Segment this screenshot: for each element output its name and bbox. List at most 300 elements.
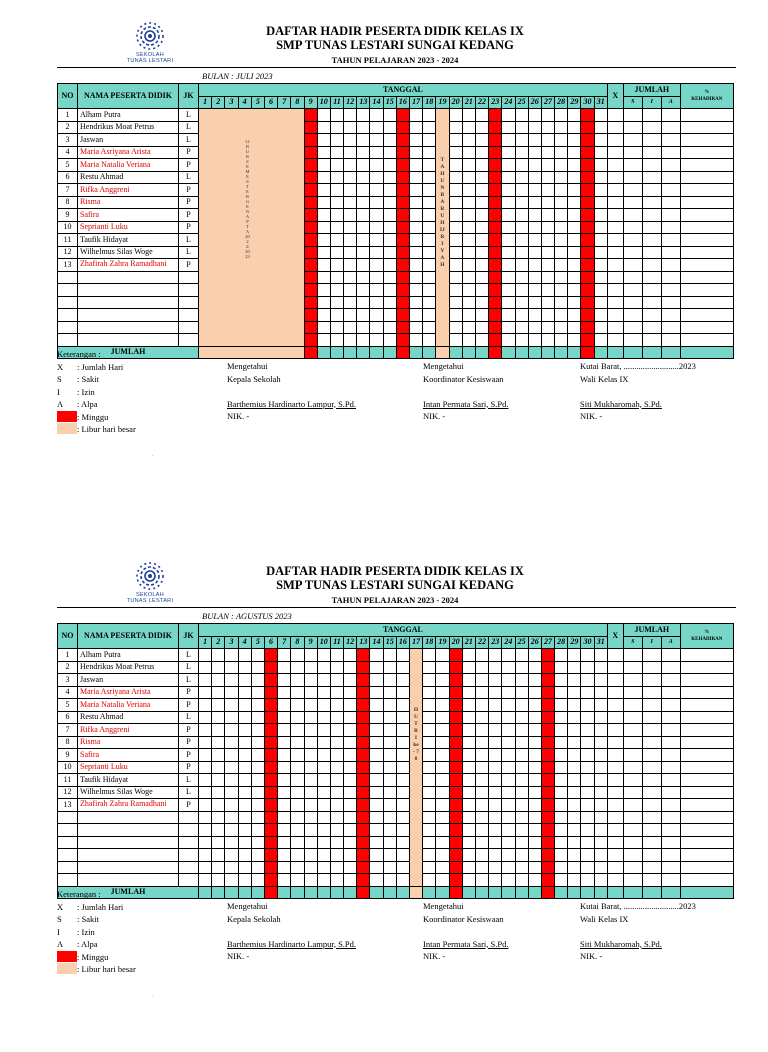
attendance-cell[interactable] <box>515 736 528 749</box>
attendance-cell[interactable] <box>462 811 475 824</box>
attendance-cell[interactable] <box>383 109 396 122</box>
attendance-cell[interactable] <box>370 271 383 284</box>
attendance-cell[interactable] <box>528 811 541 824</box>
attendance-cell[interactable] <box>528 296 541 309</box>
attendance-cell[interactable] <box>462 196 475 209</box>
attendance-cell[interactable] <box>344 849 357 862</box>
attendance-cell[interactable] <box>423 749 436 762</box>
attendance-cell[interactable] <box>475 799 488 812</box>
attendance-cell[interactable] <box>304 799 317 812</box>
attendance-cell[interactable] <box>555 861 568 874</box>
attendance-cell[interactable] <box>581 649 594 662</box>
attendance-cell[interactable] <box>344 209 357 222</box>
attendance-cell[interactable] <box>502 786 515 799</box>
attendance-cell[interactable] <box>568 649 581 662</box>
attendance-cell[interactable] <box>251 699 264 712</box>
attendance-cell[interactable] <box>555 159 568 172</box>
attendance-cell[interactable] <box>515 234 528 247</box>
attendance-cell[interactable] <box>423 761 436 774</box>
attendance-cell[interactable] <box>515 749 528 762</box>
attendance-cell[interactable] <box>594 761 607 774</box>
attendance-cell[interactable] <box>383 686 396 699</box>
attendance-cell[interactable] <box>251 874 264 887</box>
attendance-cell[interactable] <box>383 259 396 272</box>
attendance-cell[interactable] <box>317 221 330 234</box>
attendance-cell[interactable] <box>581 674 594 687</box>
attendance-cell[interactable] <box>251 774 264 787</box>
attendance-cell[interactable] <box>475 284 488 297</box>
attendance-cell[interactable] <box>528 121 541 134</box>
attendance-cell[interactable] <box>528 284 541 297</box>
attendance-cell[interactable] <box>291 699 304 712</box>
attendance-cell[interactable] <box>396 774 409 787</box>
attendance-cell[interactable] <box>449 171 462 184</box>
attendance-cell[interactable] <box>251 674 264 687</box>
attendance-cell[interactable] <box>515 321 528 334</box>
attendance-cell[interactable] <box>475 171 488 184</box>
attendance-cell[interactable] <box>317 196 330 209</box>
attendance-cell[interactable] <box>528 699 541 712</box>
attendance-cell[interactable] <box>568 724 581 737</box>
attendance-cell[interactable] <box>330 221 343 234</box>
attendance-cell[interactable] <box>515 334 528 347</box>
attendance-cell[interactable] <box>383 724 396 737</box>
attendance-cell[interactable] <box>330 811 343 824</box>
attendance-cell[interactable] <box>383 159 396 172</box>
attendance-cell[interactable] <box>423 874 436 887</box>
attendance-cell[interactable] <box>541 121 554 134</box>
attendance-cell[interactable] <box>502 284 515 297</box>
attendance-cell[interactable] <box>317 699 330 712</box>
attendance-cell[interactable] <box>212 749 225 762</box>
attendance-cell[interactable] <box>475 736 488 749</box>
attendance-cell[interactable] <box>594 234 607 247</box>
attendance-cell[interactable] <box>317 861 330 874</box>
attendance-cell[interactable] <box>462 836 475 849</box>
attendance-cell[interactable] <box>568 761 581 774</box>
attendance-cell[interactable] <box>502 861 515 874</box>
attendance-cell[interactable] <box>370 309 383 322</box>
attendance-cell[interactable] <box>383 234 396 247</box>
attendance-cell[interactable] <box>462 774 475 787</box>
attendance-cell[interactable] <box>515 221 528 234</box>
attendance-cell[interactable] <box>199 836 212 849</box>
attendance-cell[interactable] <box>370 661 383 674</box>
attendance-cell[interactable] <box>238 661 251 674</box>
attendance-cell[interactable] <box>568 749 581 762</box>
attendance-cell[interactable] <box>304 761 317 774</box>
attendance-cell[interactable] <box>370 736 383 749</box>
attendance-cell[interactable] <box>555 309 568 322</box>
attendance-cell[interactable] <box>475 749 488 762</box>
attendance-cell[interactable] <box>436 761 449 774</box>
attendance-cell[interactable] <box>410 146 423 159</box>
attendance-cell[interactable] <box>357 196 370 209</box>
attendance-cell[interactable] <box>317 246 330 259</box>
attendance-cell[interactable] <box>199 774 212 787</box>
attendance-cell[interactable] <box>502 321 515 334</box>
attendance-cell[interactable] <box>357 334 370 347</box>
attendance-cell[interactable] <box>462 259 475 272</box>
attendance-cell[interactable] <box>594 861 607 874</box>
attendance-cell[interactable] <box>475 824 488 837</box>
attendance-cell[interactable] <box>396 686 409 699</box>
attendance-cell[interactable] <box>555 284 568 297</box>
attendance-cell[interactable] <box>317 234 330 247</box>
attendance-cell[interactable] <box>344 761 357 774</box>
attendance-cell[interactable] <box>344 661 357 674</box>
attendance-cell[interactable] <box>251 861 264 874</box>
attendance-cell[interactable] <box>238 699 251 712</box>
attendance-cell[interactable] <box>475 321 488 334</box>
attendance-cell[interactable] <box>462 184 475 197</box>
attendance-cell[interactable] <box>449 271 462 284</box>
attendance-cell[interactable] <box>502 649 515 662</box>
attendance-cell[interactable] <box>528 711 541 724</box>
attendance-cell[interactable] <box>515 246 528 259</box>
attendance-cell[interactable] <box>594 221 607 234</box>
attendance-cell[interactable] <box>541 109 554 122</box>
attendance-cell[interactable] <box>410 196 423 209</box>
attendance-cell[interactable] <box>330 246 343 259</box>
attendance-cell[interactable] <box>475 296 488 309</box>
attendance-cell[interactable] <box>541 321 554 334</box>
attendance-cell[interactable] <box>568 246 581 259</box>
attendance-cell[interactable] <box>383 749 396 762</box>
attendance-cell[interactable] <box>555 774 568 787</box>
attendance-cell[interactable] <box>581 799 594 812</box>
attendance-cell[interactable] <box>541 234 554 247</box>
attendance-cell[interactable] <box>251 799 264 812</box>
attendance-cell[interactable] <box>515 849 528 862</box>
attendance-cell[interactable] <box>370 296 383 309</box>
attendance-cell[interactable] <box>489 811 502 824</box>
attendance-cell[interactable] <box>317 259 330 272</box>
attendance-cell[interactable] <box>541 196 554 209</box>
attendance-cell[interactable] <box>555 736 568 749</box>
attendance-cell[interactable] <box>278 761 291 774</box>
attendance-cell[interactable] <box>489 761 502 774</box>
attendance-cell[interactable] <box>396 786 409 799</box>
attendance-cell[interactable] <box>212 811 225 824</box>
attendance-cell[interactable] <box>515 674 528 687</box>
attendance-cell[interactable] <box>568 811 581 824</box>
attendance-cell[interactable] <box>568 824 581 837</box>
attendance-cell[interactable] <box>344 686 357 699</box>
attendance-cell[interactable] <box>555 649 568 662</box>
attendance-cell[interactable] <box>502 824 515 837</box>
attendance-cell[interactable] <box>370 786 383 799</box>
attendance-cell[interactable] <box>594 699 607 712</box>
attendance-cell[interactable] <box>541 259 554 272</box>
attendance-cell[interactable] <box>344 786 357 799</box>
attendance-cell[interactable] <box>423 799 436 812</box>
attendance-cell[interactable] <box>594 674 607 687</box>
attendance-cell[interactable] <box>199 849 212 862</box>
attendance-cell[interactable] <box>502 661 515 674</box>
attendance-cell[interactable] <box>528 849 541 862</box>
attendance-cell[interactable] <box>462 134 475 147</box>
attendance-cell[interactable] <box>555 674 568 687</box>
attendance-cell[interactable] <box>423 836 436 849</box>
attendance-cell[interactable] <box>594 259 607 272</box>
attendance-cell[interactable] <box>330 661 343 674</box>
attendance-cell[interactable] <box>278 786 291 799</box>
attendance-cell[interactable] <box>555 811 568 824</box>
attendance-cell[interactable] <box>555 246 568 259</box>
attendance-cell[interactable] <box>423 121 436 134</box>
attendance-cell[interactable] <box>594 686 607 699</box>
attendance-cell[interactable] <box>541 221 554 234</box>
attendance-cell[interactable] <box>357 234 370 247</box>
attendance-cell[interactable] <box>238 774 251 787</box>
attendance-cell[interactable] <box>541 296 554 309</box>
attendance-cell[interactable] <box>502 836 515 849</box>
attendance-cell[interactable] <box>383 334 396 347</box>
attendance-cell[interactable] <box>462 874 475 887</box>
attendance-cell[interactable] <box>423 649 436 662</box>
attendance-cell[interactable] <box>383 774 396 787</box>
attendance-cell[interactable] <box>370 849 383 862</box>
attendance-cell[interactable] <box>515 761 528 774</box>
attendance-cell[interactable] <box>568 309 581 322</box>
attendance-cell[interactable] <box>462 309 475 322</box>
attendance-cell[interactable] <box>238 749 251 762</box>
attendance-cell[interactable] <box>304 724 317 737</box>
attendance-cell[interactable] <box>423 861 436 874</box>
attendance-cell[interactable] <box>370 761 383 774</box>
attendance-cell[interactable] <box>581 811 594 824</box>
attendance-cell[interactable] <box>370 234 383 247</box>
attendance-cell[interactable] <box>423 711 436 724</box>
attendance-cell[interactable] <box>357 284 370 297</box>
attendance-cell[interactable] <box>410 321 423 334</box>
attendance-cell[interactable] <box>278 799 291 812</box>
attendance-cell[interactable] <box>370 184 383 197</box>
attendance-cell[interactable] <box>462 711 475 724</box>
attendance-cell[interactable] <box>502 724 515 737</box>
attendance-cell[interactable] <box>238 811 251 824</box>
attendance-cell[interactable] <box>330 196 343 209</box>
attendance-cell[interactable] <box>383 711 396 724</box>
attendance-cell[interactable] <box>238 849 251 862</box>
attendance-cell[interactable] <box>317 121 330 134</box>
attendance-cell[interactable] <box>357 321 370 334</box>
attendance-cell[interactable] <box>541 209 554 222</box>
attendance-cell[interactable] <box>594 749 607 762</box>
attendance-cell[interactable] <box>475 234 488 247</box>
attendance-cell[interactable] <box>396 749 409 762</box>
attendance-cell[interactable] <box>383 824 396 837</box>
attendance-cell[interactable] <box>423 724 436 737</box>
attendance-cell[interactable] <box>410 171 423 184</box>
attendance-cell[interactable] <box>317 836 330 849</box>
attendance-cell[interactable] <box>436 649 449 662</box>
attendance-cell[interactable] <box>594 321 607 334</box>
attendance-cell[interactable] <box>370 121 383 134</box>
attendance-cell[interactable] <box>502 686 515 699</box>
attendance-cell[interactable] <box>528 159 541 172</box>
attendance-cell[interactable] <box>568 134 581 147</box>
attendance-cell[interactable] <box>462 786 475 799</box>
attendance-cell[interactable] <box>383 649 396 662</box>
attendance-cell[interactable] <box>291 861 304 874</box>
attendance-cell[interactable] <box>594 824 607 837</box>
attendance-cell[interactable] <box>330 184 343 197</box>
attendance-cell[interactable] <box>568 711 581 724</box>
attendance-cell[interactable] <box>357 146 370 159</box>
attendance-cell[interactable] <box>317 321 330 334</box>
attendance-cell[interactable] <box>357 171 370 184</box>
attendance-cell[interactable] <box>555 824 568 837</box>
attendance-cell[interactable] <box>291 811 304 824</box>
attendance-cell[interactable] <box>462 221 475 234</box>
attendance-cell[interactable] <box>475 309 488 322</box>
attendance-cell[interactable] <box>475 761 488 774</box>
attendance-cell[interactable] <box>383 284 396 297</box>
attendance-cell[interactable] <box>396 649 409 662</box>
attendance-cell[interactable] <box>581 736 594 749</box>
attendance-cell[interactable] <box>225 874 238 887</box>
attendance-cell[interactable] <box>568 774 581 787</box>
attendance-cell[interactable] <box>462 649 475 662</box>
attendance-cell[interactable] <box>383 246 396 259</box>
attendance-cell[interactable] <box>555 786 568 799</box>
attendance-cell[interactable] <box>278 711 291 724</box>
attendance-cell[interactable] <box>489 649 502 662</box>
attendance-cell[interactable] <box>330 321 343 334</box>
attendance-cell[interactable] <box>555 259 568 272</box>
attendance-cell[interactable] <box>212 761 225 774</box>
attendance-cell[interactable] <box>304 649 317 662</box>
attendance-cell[interactable] <box>515 824 528 837</box>
attendance-cell[interactable] <box>515 874 528 887</box>
attendance-cell[interactable] <box>370 774 383 787</box>
attendance-cell[interactable] <box>396 799 409 812</box>
attendance-cell[interactable] <box>212 849 225 862</box>
attendance-cell[interactable] <box>594 296 607 309</box>
attendance-cell[interactable] <box>199 686 212 699</box>
attendance-cell[interactable] <box>238 786 251 799</box>
attendance-cell[interactable] <box>568 699 581 712</box>
attendance-cell[interactable] <box>212 824 225 837</box>
attendance-cell[interactable] <box>344 649 357 662</box>
attendance-cell[interactable] <box>581 661 594 674</box>
attendance-cell[interactable] <box>528 861 541 874</box>
attendance-cell[interactable] <box>528 209 541 222</box>
attendance-cell[interactable] <box>410 334 423 347</box>
attendance-cell[interactable] <box>568 184 581 197</box>
attendance-cell[interactable] <box>370 246 383 259</box>
attendance-cell[interactable] <box>594 109 607 122</box>
attendance-cell[interactable] <box>383 811 396 824</box>
attendance-cell[interactable] <box>330 774 343 787</box>
attendance-cell[interactable] <box>449 196 462 209</box>
attendance-cell[interactable] <box>462 861 475 874</box>
attendance-cell[interactable] <box>423 736 436 749</box>
attendance-cell[interactable] <box>502 259 515 272</box>
attendance-cell[interactable] <box>528 271 541 284</box>
attendance-cell[interactable] <box>291 786 304 799</box>
attendance-cell[interactable] <box>449 146 462 159</box>
attendance-cell[interactable] <box>449 321 462 334</box>
attendance-cell[interactable] <box>344 799 357 812</box>
attendance-cell[interactable] <box>317 661 330 674</box>
attendance-cell[interactable] <box>502 134 515 147</box>
attendance-cell[interactable] <box>594 121 607 134</box>
attendance-cell[interactable] <box>199 674 212 687</box>
attendance-cell[interactable] <box>383 134 396 147</box>
attendance-cell[interactable] <box>396 874 409 887</box>
attendance-cell[interactable] <box>291 836 304 849</box>
attendance-cell[interactable] <box>304 786 317 799</box>
attendance-cell[interactable] <box>278 749 291 762</box>
attendance-cell[interactable] <box>528 874 541 887</box>
attendance-cell[interactable] <box>304 824 317 837</box>
attendance-cell[interactable] <box>225 824 238 837</box>
attendance-cell[interactable] <box>317 649 330 662</box>
attendance-cell[interactable] <box>396 861 409 874</box>
attendance-cell[interactable] <box>357 246 370 259</box>
attendance-cell[interactable] <box>462 234 475 247</box>
attendance-cell[interactable] <box>330 824 343 837</box>
attendance-cell[interactable] <box>370 874 383 887</box>
attendance-cell[interactable] <box>475 786 488 799</box>
attendance-cell[interactable] <box>515 271 528 284</box>
attendance-cell[interactable] <box>581 874 594 887</box>
attendance-cell[interactable] <box>396 661 409 674</box>
attendance-cell[interactable] <box>396 824 409 837</box>
attendance-cell[interactable] <box>225 799 238 812</box>
attendance-cell[interactable] <box>594 661 607 674</box>
attendance-cell[interactable] <box>423 849 436 862</box>
attendance-cell[interactable] <box>555 134 568 147</box>
attendance-cell[interactable] <box>568 284 581 297</box>
attendance-cell[interactable] <box>475 209 488 222</box>
attendance-cell[interactable] <box>423 321 436 334</box>
attendance-cell[interactable] <box>304 874 317 887</box>
attendance-cell[interactable] <box>330 724 343 737</box>
attendance-cell[interactable] <box>568 259 581 272</box>
attendance-cell[interactable] <box>449 221 462 234</box>
attendance-cell[interactable] <box>278 836 291 849</box>
attendance-cell[interactable] <box>291 686 304 699</box>
attendance-cell[interactable] <box>357 221 370 234</box>
attendance-cell[interactable] <box>225 849 238 862</box>
attendance-cell[interactable] <box>594 724 607 737</box>
attendance-cell[interactable] <box>423 674 436 687</box>
attendance-cell[interactable] <box>344 196 357 209</box>
attendance-cell[interactable] <box>555 271 568 284</box>
attendance-cell[interactable] <box>555 121 568 134</box>
attendance-cell[interactable] <box>383 836 396 849</box>
attendance-cell[interactable] <box>515 171 528 184</box>
attendance-cell[interactable] <box>555 234 568 247</box>
attendance-cell[interactable] <box>370 221 383 234</box>
attendance-cell[interactable] <box>383 786 396 799</box>
attendance-cell[interactable] <box>225 861 238 874</box>
attendance-cell[interactable] <box>594 271 607 284</box>
attendance-cell[interactable] <box>449 259 462 272</box>
attendance-cell[interactable] <box>370 159 383 172</box>
attendance-cell[interactable] <box>344 321 357 334</box>
attendance-cell[interactable] <box>475 184 488 197</box>
attendance-cell[interactable] <box>436 686 449 699</box>
attendance-cell[interactable] <box>568 121 581 134</box>
attendance-cell[interactable] <box>212 774 225 787</box>
attendance-cell[interactable] <box>410 234 423 247</box>
attendance-cell[interactable] <box>436 699 449 712</box>
